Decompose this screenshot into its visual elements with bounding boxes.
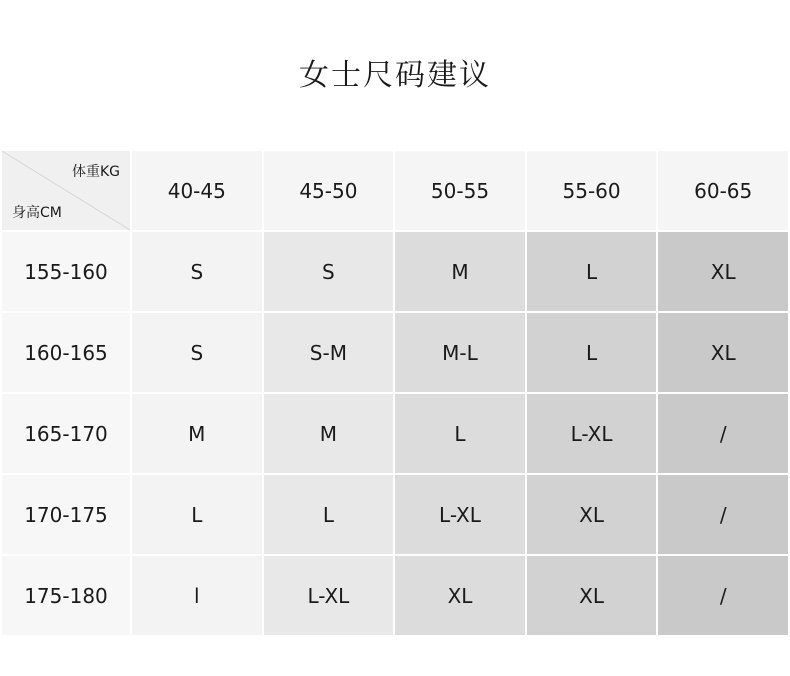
weight-axis-label: 体重KG: [71, 164, 120, 180]
size-cell: l: [132, 556, 262, 635]
size-cell: L: [395, 394, 525, 473]
size-cell: L: [264, 475, 394, 554]
table-header-row: [2, 151, 788, 230]
size-cell: L-XL: [264, 556, 394, 635]
table-row: [2, 232, 788, 311]
size-cell: M: [264, 394, 394, 473]
size-chart-table: [0, 149, 790, 637]
size-cell: L-XL: [527, 394, 657, 473]
size-cell: XL: [395, 556, 525, 635]
size-cell: S-M: [264, 313, 394, 392]
size-cell: XL: [527, 475, 657, 554]
weight-column-header: 50-55: [395, 151, 525, 230]
weight-column-header: 60-65: [658, 151, 788, 230]
size-cell: L: [527, 232, 657, 311]
page-title: 女士尺码建议: [299, 58, 491, 93]
height-axis-label: 身高CM: [12, 205, 62, 221]
weight-column-header: 45-50: [264, 151, 394, 230]
size-cell: S: [132, 232, 262, 311]
size-cell: L: [527, 313, 657, 392]
size-cell: S: [264, 232, 394, 311]
height-row-header: 170-175: [2, 475, 130, 554]
weight-column-header: 55-60: [527, 151, 657, 230]
table-row: [2, 313, 788, 392]
height-row-header: 165-170: [2, 394, 130, 473]
height-row-header: 155-160: [2, 232, 130, 311]
table-row: [2, 475, 788, 554]
size-cell: L: [132, 475, 262, 554]
size-cell: XL: [658, 232, 788, 311]
table-row: [2, 394, 788, 473]
size-cell: /: [658, 475, 788, 554]
size-cell: M: [132, 394, 262, 473]
size-cell: M-L: [395, 313, 525, 392]
height-row-header: 160-165: [2, 313, 130, 392]
corner-header-cell: [2, 151, 130, 230]
size-cell: /: [658, 394, 788, 473]
size-cell: L-XL: [395, 475, 525, 554]
table-row: [2, 556, 788, 635]
weight-column-header: 40-45: [132, 151, 262, 230]
size-cell: XL: [527, 556, 657, 635]
size-cell: /: [658, 556, 788, 635]
size-cell: XL: [658, 313, 788, 392]
height-row-header: 175-180: [2, 556, 130, 635]
size-cell: S: [132, 313, 262, 392]
size-cell: M: [395, 232, 525, 311]
